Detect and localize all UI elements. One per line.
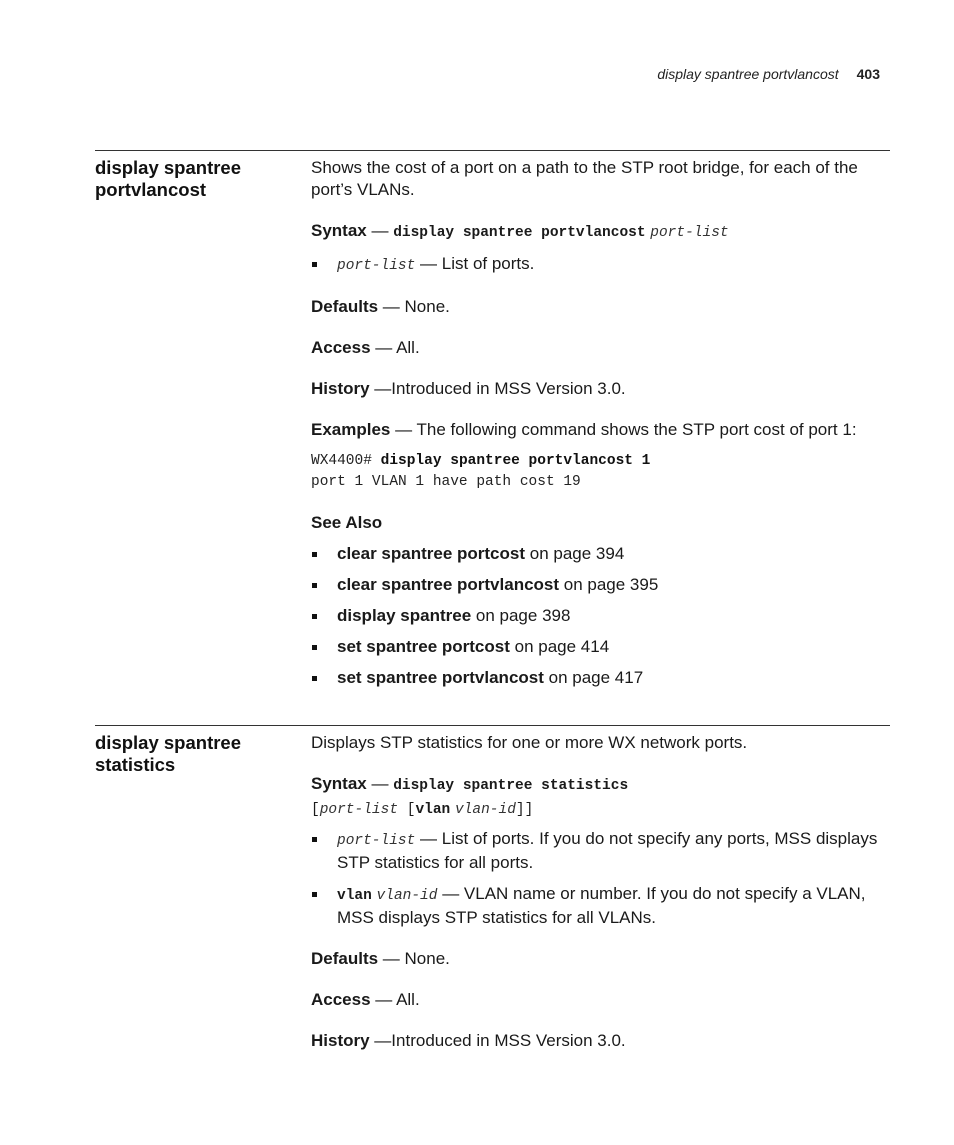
syntax-command: display spantree statistics [393, 778, 629, 794]
syntax-keyword: vlan [415, 802, 451, 818]
param-name: port-list [337, 833, 416, 849]
defaults-line [311, 948, 891, 970]
syntax-args-line [311, 797, 891, 821]
section-content [311, 157, 891, 689]
see-also-item [311, 543, 891, 565]
see-also-heading: See Also [311, 513, 383, 532]
syntax-label: Syntax [311, 774, 367, 793]
see-also-link[interactable]: set spantree portvlancost [337, 668, 544, 687]
defaults-text: — None. [378, 949, 450, 968]
bullet-icon [312, 583, 317, 588]
code-command: display spantree portvlancost 1 [380, 453, 651, 469]
bullet-icon [312, 676, 317, 681]
bullet-icon [312, 552, 317, 557]
see-also-page: on page 417 [543, 668, 644, 687]
syntax-line [311, 773, 891, 797]
see-also-link[interactable]: set spantree portcost [337, 637, 510, 656]
parameter-list [311, 828, 891, 929]
code-prompt: WX4400# [311, 453, 381, 469]
section-divider [95, 150, 890, 151]
see-also-list [311, 543, 891, 689]
code-output: port 1 VLAN 1 have path cost 19 [311, 474, 581, 490]
syntax-bracket: ]] [515, 802, 534, 818]
section-divider [95, 725, 890, 726]
section-heading [95, 732, 295, 776]
param-desc: — List of ports. If you do not specify any ports, MSS displays STP statistics for all ports. [337, 829, 878, 872]
running-head-title: display spantree portvlancost [657, 66, 839, 82]
description: Shows the cost of a port on a path to the STP root bridge, for each of the port’s VLANs. [311, 158, 858, 199]
syntax-argument: vlan-id [454, 802, 516, 818]
list-item [311, 253, 891, 277]
list-item [311, 883, 891, 929]
access-label: Access [311, 990, 371, 1009]
history-text: —Introduced in MSS Version 3.0. [369, 379, 626, 398]
defaults-text: — None. [378, 297, 450, 316]
section-heading [95, 157, 295, 201]
bullet-icon [312, 262, 317, 267]
see-also-item [311, 636, 891, 658]
access-label: Access [311, 338, 371, 357]
history-label: History [311, 1031, 370, 1050]
see-also-item [311, 605, 891, 627]
bullet-icon [312, 614, 317, 619]
syntax-argument: port-list [650, 225, 729, 241]
code-line [311, 451, 891, 472]
syntax-command: display spantree portvlancost [393, 225, 646, 241]
defaults-line [311, 296, 891, 318]
heading-line: display spantree [95, 732, 242, 753]
section-statistics [95, 725, 890, 1050]
list-item [311, 828, 891, 874]
syntax-bracket: [ [398, 802, 416, 818]
examples-text: — The following command shows the STP port cost of port 1: [390, 420, 857, 439]
syntax-line [311, 220, 891, 244]
heading-line: statistics [95, 754, 176, 775]
heading-line: display spantree [95, 157, 242, 178]
see-also-link[interactable]: clear spantree portvlancost [337, 575, 560, 594]
access-line [311, 337, 891, 359]
heading-line: portvlancost [95, 179, 207, 200]
syntax-label: Syntax [311, 221, 367, 240]
param-keyword: vlan [337, 888, 372, 904]
param-name: vlan-id [376, 888, 438, 904]
access-text: — All. [370, 338, 420, 357]
defaults-label: Defaults [311, 297, 379, 316]
history-text: —Introduced in MSS Version 3.0. [369, 1031, 626, 1050]
defaults-label: Defaults [311, 949, 379, 968]
history-line [311, 1030, 891, 1052]
param-desc: — VLAN name or number. If you do not specify a VLAN, MSS displays STP statistics for all VLANs. [337, 884, 866, 927]
section-portvlancost [95, 150, 890, 687]
bullet-icon [312, 645, 317, 650]
section-content [311, 732, 891, 1052]
page-number: 403 [856, 66, 880, 82]
see-also-item [311, 667, 891, 689]
see-also-page: on page 398 [471, 606, 571, 625]
syntax-bracket: [ [311, 802, 320, 818]
history-line [311, 378, 891, 400]
syntax-argument: port-list [319, 802, 399, 818]
parameter-list [311, 253, 891, 277]
see-also-link[interactable]: display spantree [337, 606, 472, 625]
see-also-item [311, 574, 891, 596]
bullet-icon [312, 892, 317, 897]
examples-label: Examples [311, 420, 391, 439]
access-line [311, 989, 891, 1011]
see-also-page: on page 395 [559, 575, 659, 594]
running-head [600, 66, 880, 82]
syntax-sep: — [366, 221, 394, 240]
bullet-icon [312, 837, 317, 842]
see-also-page: on page 394 [525, 544, 625, 563]
access-text: — All. [370, 990, 420, 1009]
code-example [311, 451, 891, 493]
param-desc: — List of ports. [415, 254, 535, 273]
examples-line [311, 419, 891, 441]
see-also-page: on page 414 [509, 637, 610, 656]
syntax-sep: — [366, 774, 394, 793]
description: Displays STP statistics for one or more WX network ports. [311, 733, 748, 752]
history-label: History [311, 379, 370, 398]
see-also-link[interactable]: clear spantree portcost [337, 544, 526, 563]
param-name: port-list [337, 258, 416, 274]
